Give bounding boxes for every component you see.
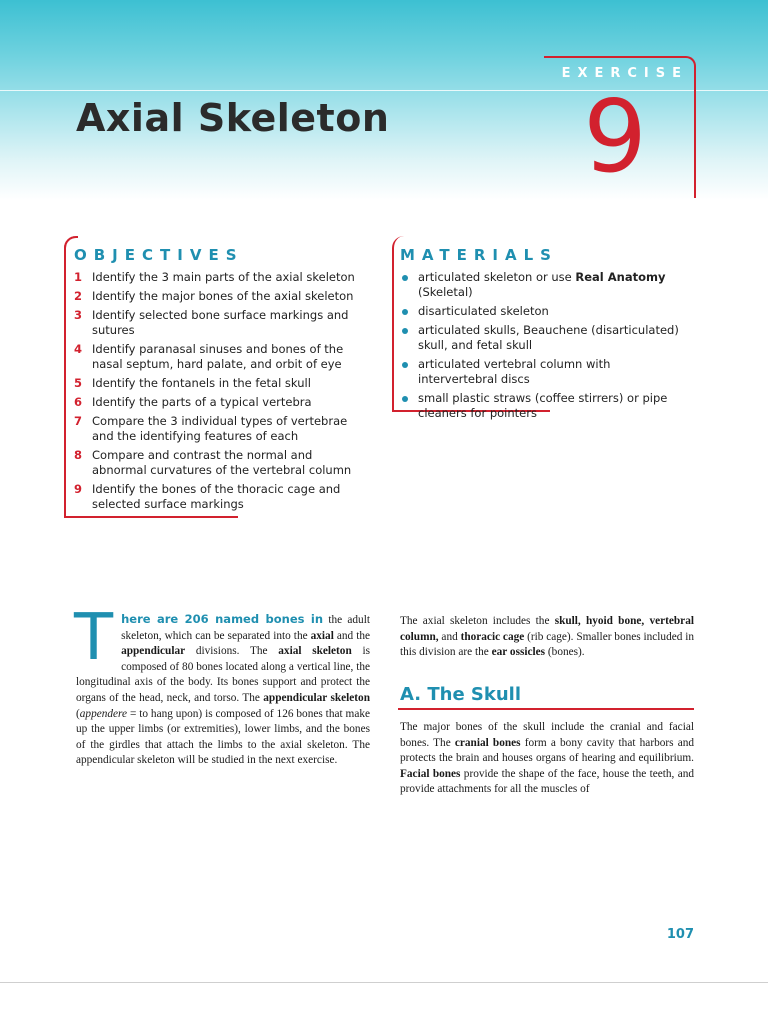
objective-number: 5 xyxy=(74,376,83,390)
objective-number: 6 xyxy=(74,395,83,409)
title-word-1: Axial xyxy=(76,96,185,140)
objective-text: Identify the fontanels in the fetal skull xyxy=(92,376,311,390)
objective-text: Compare and contrast the normal and abnormal curvatures of the vertebral column xyxy=(92,448,352,477)
materials-item: articulated vertebral column with intervertebral discs xyxy=(400,357,690,387)
skull-paragraph: The major bones of the skull include the cranial and facial bones. The cranial bones form a bony cavity that harbors and protects the brain and houses organs of hearing and equilibrium. Facial bones provide the shape of the face, house the teeth, and provide attachments for all the muscles of xyxy=(400,721,695,796)
exercise-label: EXERCISE xyxy=(561,66,688,81)
objective-item xyxy=(74,414,368,444)
objective-item xyxy=(74,376,368,391)
page-title xyxy=(76,96,389,140)
objective-text: Identify the 3 main parts of the axial skeleton xyxy=(92,270,355,284)
objective-number: 2 xyxy=(74,289,83,303)
lead-in: here are 206 named bones in xyxy=(121,612,324,626)
footer-rule xyxy=(0,982,768,983)
objective-text: Identify the parts of a typical vertebra xyxy=(92,395,312,409)
objective-item xyxy=(74,482,368,512)
page-number: 107 xyxy=(666,927,694,942)
section-heading-skull: A. The Skull xyxy=(400,684,522,705)
objective-text: Compare the 3 individual types of vertebrae and the identifying features of each xyxy=(92,414,348,443)
materials-item: disarticulated skeleton xyxy=(400,304,690,319)
objective-item xyxy=(74,289,368,304)
objectives-heading: OBJECTIVES xyxy=(74,246,244,264)
exercise-number: 9 xyxy=(583,78,647,195)
objective-number: 7 xyxy=(74,414,83,428)
intro-paragraph: There are 206 named bones in the adult skeleton, which can be separated into the axial and the appendicular divisions. The axial skeleton is composed of 80 bones located along a vertical line, the longitudinal axis of the body. Its bones support and protect the organs of the head, neck, and torso. The appendicular skeleton (appendere = to hang upon) is composed of 126 bones that make up the upper limbs (or extremities), lower limbs, and the bones of the girdles that attach the limbs to the axial skeleton. The appendicular skeleton will be studied in the next exercise. xyxy=(74,601,370,767)
objective-number: 4 xyxy=(74,342,83,356)
bullet-icon xyxy=(402,396,408,402)
materials-item: articulated skulls, Beauchene (disarticulated) skull, and fetal skull xyxy=(400,323,690,353)
objective-item xyxy=(74,342,368,372)
objective-text: Identify the major bones of the axial skeleton xyxy=(92,289,354,303)
objective-item xyxy=(74,448,368,478)
materials-item: articulated skeleton or use Real Anatomy (Skeletal) xyxy=(400,270,690,300)
objective-number: 8 xyxy=(74,448,83,462)
objective-item xyxy=(74,308,368,338)
materials-item: small plastic straws (coffee stirrers) or pipe cleaners for pointers xyxy=(400,391,690,421)
section-rule xyxy=(398,708,694,710)
materials-list xyxy=(400,270,690,425)
objective-item xyxy=(74,270,368,285)
bullet-icon xyxy=(402,309,408,315)
materials-heading: MATERIALS xyxy=(400,246,558,264)
bullet-icon xyxy=(402,362,408,368)
objectives-list xyxy=(74,270,368,516)
bullet-icon xyxy=(402,275,408,281)
bullet-icon xyxy=(402,328,408,334)
drop-cap: T xyxy=(74,601,114,675)
objective-text: Identify the bones of the thoracic cage and selected surface markings xyxy=(92,482,341,511)
objective-number: 9 xyxy=(74,482,83,496)
objective-number: 1 xyxy=(74,270,83,284)
objectives-bottom-rule xyxy=(64,516,238,518)
title-word-2: Skeleton xyxy=(197,96,390,140)
objective-number: 3 xyxy=(74,308,83,322)
objective-item xyxy=(74,395,368,410)
axial-summary-paragraph: The axial skeleton includes the skull, hyoid bone, vertebral column, and thoracic cage (rib cage). Smaller bones included in this division are the ear ossicles (bones). xyxy=(400,615,694,659)
objective-text: Identify paranasal sinuses and bones of the nasal septum, hard palate, and orbit of eye xyxy=(92,342,344,371)
objective-text: Identify selected bone surface markings and sutures xyxy=(92,308,349,337)
